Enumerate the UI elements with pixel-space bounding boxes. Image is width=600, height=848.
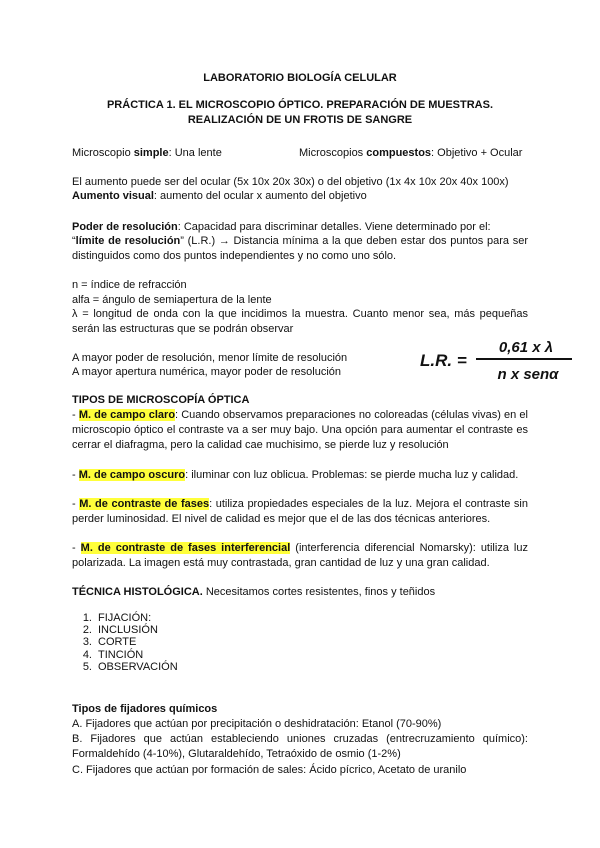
resolution-formula	[420, 336, 580, 386]
step-number: 2.	[82, 624, 92, 637]
step-text: FIJACIÓN:	[98, 612, 152, 624]
histology-steps-list	[72, 612, 178, 673]
fixative-a: A. Fijadores que actúan por precipitación o deshidratación: Etanol (70-90%)	[72, 718, 442, 730]
magnification-line: El aumento puede ser del ocular (5x 10x 20x 30x) o del objetivo (1x 4x 10x 20x 40x 100x)	[72, 176, 509, 188]
formula-denominator: n x senα	[497, 366, 559, 383]
formula-numerator: 0,61 x λ	[498, 339, 554, 356]
practice-title-line-1: PRÁCTICA 1. EL MICROSCOPIO ÓPTICO. PREPARACIÓN DE MUESTRAS.	[106, 99, 494, 111]
list-item	[72, 624, 178, 636]
formula-fraction-bar	[476, 358, 572, 360]
refraction-index-line: n = índice de refracción	[72, 279, 187, 291]
compound-microscope-line: Microscopios compuestos: Objetivo + Ocular	[299, 147, 523, 159]
resolution-power-line: Poder de resolución: Capacidad para discriminar detalles. Viene determinado por el:	[72, 221, 491, 233]
list-item	[72, 636, 178, 648]
visual-magnification-line: Aumento visual: aumento del ocular x aumento del objetivo	[72, 190, 367, 202]
relation-line-2: A mayor apertura numérica, mayor poder de resolución	[72, 366, 342, 378]
phase-contrast-paragraph: - M. de contraste de fases: utiliza propiedades especiales de la luz. Mejora el contraste sin perder luminosidad. El nivel de calidad es mejor que el de las dos técnicas anteriores.	[72, 498, 528, 525]
list-item	[72, 661, 178, 673]
alfa-line: alfa = ángulo de semiapertura de la lente	[72, 294, 272, 306]
lab-title: LABORATORIO BIOLOGÍA CELULAR	[203, 72, 397, 84]
histology-heading: TÉCNICA HISTOLÓGICA. Necesitamos cortes resistentes, finos y teñidos	[72, 586, 436, 598]
fixatives-heading: Tipos de fijadores químicos	[72, 703, 218, 715]
step-number: 5.	[82, 660, 92, 673]
step-number: 4.	[82, 648, 92, 661]
microscopy-types-heading: TIPOS DE MICROSCOPÍA ÓPTICA	[72, 394, 250, 406]
simple-microscope-line: Microscopio simple: Una lente	[72, 147, 222, 159]
step-text: OBSERVACIÓN	[98, 660, 178, 673]
step-number: 1.	[82, 612, 92, 624]
fixative-c: C. Fijadores que actúan por formación de sales: Ácido pícrico, Acetato de uranilo	[72, 764, 467, 776]
lambda-paragraph: λ = longitud de onda con la que incidimos la muestra. Cuanto menor sea, más pequeñas serán las estructuras que se podrán observar	[72, 308, 528, 335]
step-text: TINCIÓN	[98, 648, 144, 661]
fixative-b: B. Fijadores que actúan estableciendo uniones cruzadas (entrecruzamiento químico): Formaldehído (4-10%), Glutaraldehído, Tetraóxido de osmio (1-2%)	[72, 733, 528, 760]
relation-line-1: A mayor poder de resolución, menor límite de resolución	[72, 352, 348, 364]
step-number: 3.	[82, 636, 92, 649]
dark-field-paragraph: - M. de campo oscuro: iluminar con luz oblicua. Problemas: se pierde mucha luz y calidad.	[72, 469, 519, 481]
bright-field-paragraph: - M. de campo claro: Cuando observamos preparaciones no coloreadas (células vivas) en el microscopio óptico el contraste va a ser muy bajo. Una opción para aumentar el contraste es cerrar el diafragma, pero la calidad cae muchisimo, se pierde luz y resolución	[72, 409, 528, 451]
practice-title-line-2: REALIZACIÓN DE UN FROTIS DE SANGRE	[187, 114, 413, 126]
list-item	[72, 649, 178, 661]
list-item	[72, 612, 178, 624]
step-text: INCLUSIÓN	[98, 624, 158, 637]
resolution-limit-paragraph: “límite de resolución” (L.R.) → Distancia mínima a la que deben estar dos puntos para ser distinguidos como dos puntos independientes y no como uno sólo.	[72, 235, 528, 262]
formula-lhs: L.R. =	[420, 351, 467, 370]
interference-contrast-paragraph: - M. de contraste de fases interferencial (interferencia diferencial Nomarsky): utiliza luz polarizada. La imagen está muy contrastada, gran cantidad de luz y una gran calidad.	[72, 542, 528, 569]
step-text: CORTE	[98, 636, 137, 649]
